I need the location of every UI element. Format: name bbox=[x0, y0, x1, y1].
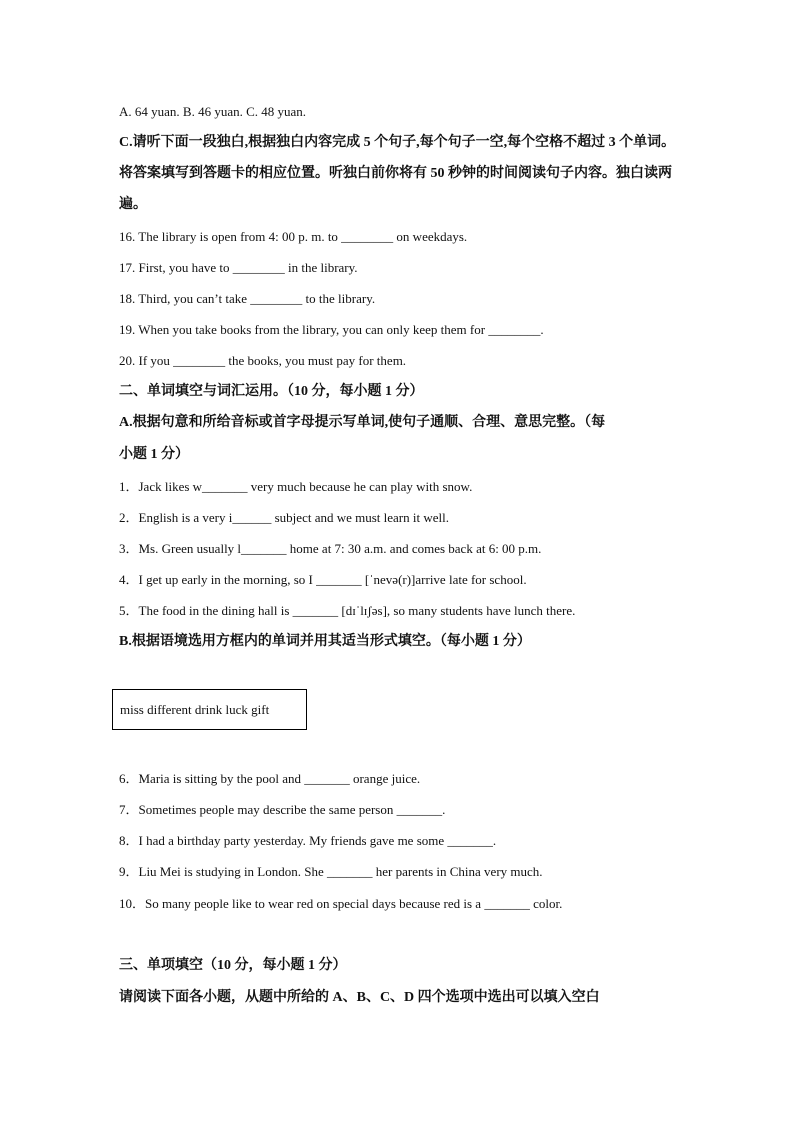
question-19: 19. When you take books from the library, you can only keep them for ________. bbox=[119, 322, 544, 337]
word-box-words: miss different drink luck gift bbox=[120, 702, 270, 717]
question-18: 18. Third, you can’t take ________ to the library. bbox=[119, 291, 376, 306]
part-a-item-4: 4．I get up early in the morning, so I _______ [ˈnevə(r)]arrive late for school. bbox=[119, 572, 527, 587]
part-b-instruction: B.根据语境选用方框内的单词并用其适当形式填空。（每小题 1 分） bbox=[119, 634, 531, 649]
part-b-item-9: 9．Liu Mei is studying in London. She _______ her parents in China very much. bbox=[119, 864, 543, 879]
part-a-item-1: 1．Jack likes w_______ very much because he can play with snow. bbox=[119, 479, 473, 494]
question-17: 17. First, you have to ________ in the library. bbox=[119, 260, 358, 275]
part-a-item-3: 3．Ms. Green usually l_______ home at 7: 30 a.m. and comes back at 6: 00 p.m. bbox=[119, 541, 542, 556]
part-c-instruction-line-1: C.请听下面一段独白,根据独白内容完成 5 个句子,每个句子一空,每个空格不超过 3 个单词。 bbox=[119, 135, 676, 150]
part-b-item-6: 6．Maria is sitting by the pool and _______ orange juice. bbox=[119, 771, 421, 786]
part-a-item-5: 5．The food in the dining hall is _______ [dɪˈlɪʃəs], so many students have lunch there. bbox=[119, 603, 576, 618]
part-a-instruction-line-1: A.根据句意和所给音标或首字母提示写单词,使句子通顺、合理、意思完整。（每 bbox=[119, 415, 606, 430]
question-20: 20. If you ________ the books, you must pay for them. bbox=[119, 353, 407, 368]
part-b-item-10: 10．So many people like to wear red on special days because red is a _______ color. bbox=[119, 896, 563, 911]
part-a-item-2: 2．English is a very i______ subject and we must learn it well. bbox=[119, 510, 449, 525]
listening-options: A. 64 yuan. B. 46 yuan. C. 48 yuan. bbox=[119, 104, 307, 119]
section-3-instruction: 请阅读下面各小题，从题中所给的 A、B、C、D 四个选项中选出可以填入空白 bbox=[119, 990, 600, 1005]
part-c-instruction-line-2: 将答案填写到答题卡的相应位置。听独白前你将有 50 秒钟的时间阅读句子内容。独白读两 bbox=[119, 166, 672, 181]
part-a-instruction-line-2: 小题 1 分） bbox=[119, 447, 189, 462]
part-b-item-8: 8．I had a birthday party yesterday. My friends gave me some _______. bbox=[119, 833, 497, 848]
section-2-heading: 二、单词填空与词汇运用。（10 分，每小题 1 分） bbox=[119, 384, 424, 399]
section-3-heading: 三、单项填空（10 分，每小题 1 分） bbox=[119, 958, 347, 973]
part-c-instruction-line-3: 遍。 bbox=[119, 197, 147, 212]
question-16: 16. The library is open from 4: 00 p. m. to ________ on weekdays. bbox=[119, 229, 468, 244]
word-box bbox=[112, 689, 307, 730]
part-b-item-7: 7．Sometimes people may describe the same person _______. bbox=[119, 802, 446, 817]
